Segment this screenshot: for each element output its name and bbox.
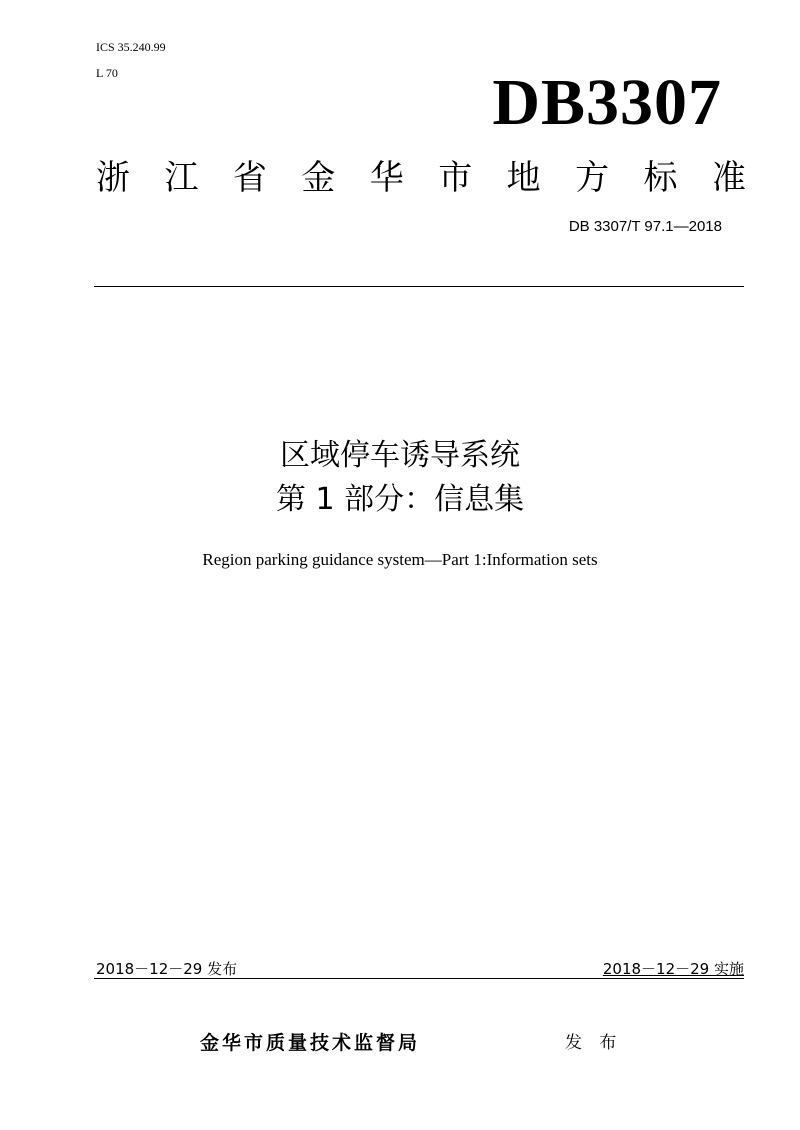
- standard-title-char: 方: [575, 158, 610, 198]
- english-title: Region parking guidance system—Part 1:Information sets: [202, 550, 598, 569]
- standard-title-char: 地: [506, 158, 541, 198]
- document-title-line1: 区域停车诱导系统: [280, 438, 520, 473]
- standard-title-char: 省: [232, 158, 267, 198]
- issue-label: 发 布: [565, 1033, 623, 1053]
- standard-code: DB3307: [492, 66, 722, 139]
- standard-title-char: 江: [164, 158, 199, 198]
- standard-title-char: 华: [369, 158, 404, 198]
- header-divider: [94, 286, 744, 287]
- standard-title-char: 浙: [96, 158, 130, 198]
- classification-code: L 70: [96, 66, 118, 80]
- standard-title-char: 市: [438, 158, 473, 198]
- standard-title-char: 标: [643, 158, 678, 198]
- publish-date: 2018－12－29 发布: [96, 960, 238, 978]
- issuing-authority: 金华市质量技术监督局: [200, 1032, 421, 1054]
- standard-title: [96, 158, 746, 198]
- standard-title-char: 准: [711, 158, 746, 198]
- document-title-line2: 第 1 部分：信息集: [275, 482, 525, 517]
- ics-code: ICS 35.240.99: [96, 40, 166, 54]
- standard-title-char: 金: [301, 158, 336, 198]
- standard-number: DB 3307/T 97.1—2018: [568, 218, 722, 235]
- implement-date: 2018－12－29 实施: [602, 960, 744, 978]
- footer-divider: [94, 978, 744, 979]
